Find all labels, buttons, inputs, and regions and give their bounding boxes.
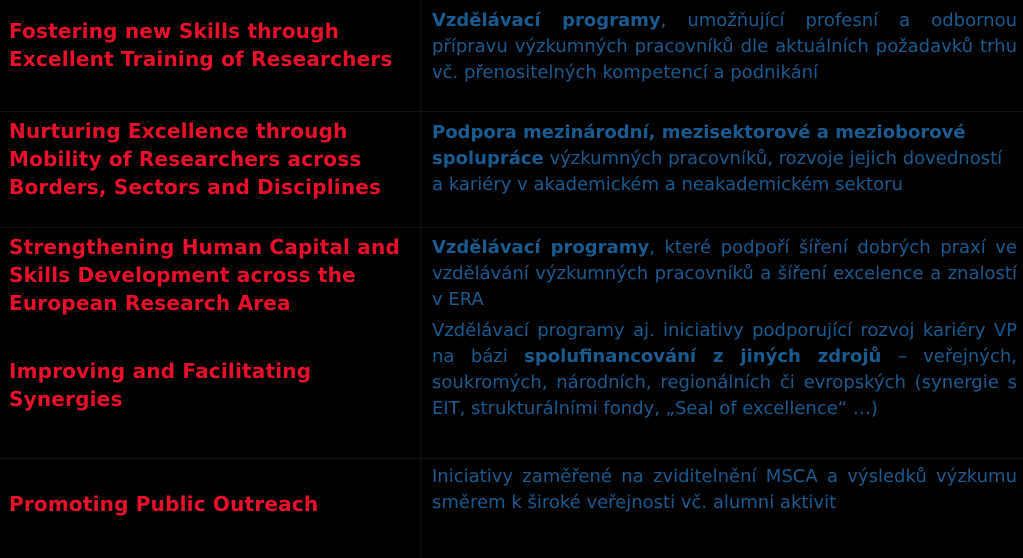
left-column xyxy=(0,0,420,558)
description-human-capital-emphasis: Vzdělávací programy xyxy=(432,237,650,258)
description-training-emphasis: Vzdělávací programy xyxy=(432,10,661,31)
objective-title-human-capital: Strengthening Human Capital and Skills Development across the European Research Area xyxy=(9,235,400,315)
row-separator xyxy=(0,111,1023,112)
description-training-text: , umožňující profesní a odbornou přípravu výzkumných pracovníků dle aktuálních požadavků trhu vč. přenositelných kompetencí a podnikání xyxy=(432,10,1017,83)
right-column xyxy=(422,0,1023,558)
description-mobility-text: výzkumných pracovníků, rozvoje jejich dovedností a kariéry v akademickém a neakademickém sektoru xyxy=(432,148,1003,195)
description-human-capital-text: , které podpoří šíření dobrých praxí ve vzdělávání výzkumných pracovníků a šíření excelence a znalostí v ERA xyxy=(432,237,1018,310)
description-synergies-text: – veřejných, soukromých, národních, regionálních či evropských (synergie s EIT, strukturálními fondy, „Seal of excellence“ …) xyxy=(432,346,1017,419)
description-outreach xyxy=(432,464,1017,516)
row-separator xyxy=(0,227,1023,228)
description-synergies-lead: Vzdělávací programy aj. iniciativy podporující rozvoj kariéry VP na bázi xyxy=(432,320,1017,367)
objective-title-training: Fostering new Skills through Excellent Training of Researchers xyxy=(9,19,393,71)
objective-title-mobility: Nurturing Excellence through Mobility of Researchers across Borders, Sectors and Disciplines xyxy=(9,119,382,199)
objective-title-outreach: Promoting Public Outreach xyxy=(9,492,319,516)
description-mobility xyxy=(432,120,1017,198)
description-human-capital xyxy=(432,235,1017,313)
description-outreach-text: Iniciativy zaměřené na zviditelnění MSCA a výsledků výzkumu směrem k široké veřejnosti vč. alumni aktivit xyxy=(432,466,1017,513)
objective-title-synergies: Improving and Facilitating Synergies xyxy=(9,359,312,411)
description-mobility-emphasis: Podpora mezinárodní, mezisektorové a mezioborové spolupráce xyxy=(432,122,966,169)
row-separator xyxy=(0,458,1023,459)
description-synergies-emphasis: spolufinancování z jiných zdrojů xyxy=(524,346,882,367)
description-training xyxy=(432,8,1017,86)
description-synergies xyxy=(432,318,1017,422)
